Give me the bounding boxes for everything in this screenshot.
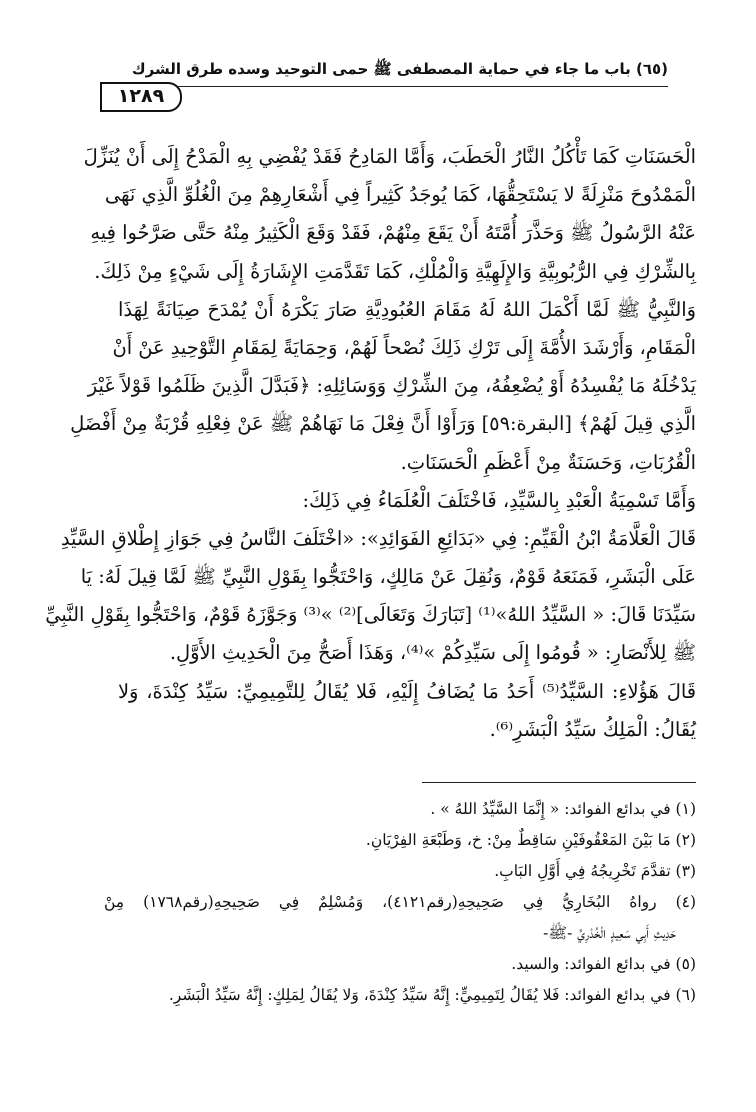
text-line: يَدْخُلَهُ مَا يُفْسِدُهُ أَوْ يُضْعِفُهُ، مِنَ الشِّرْكِ وَوَسَائِلِهِ: ﴿فَبَدَّلَ الَّذِينَ ظَلَمُوا قَوْلاً غَيْرَ	[87, 374, 696, 398]
footnote-separator	[422, 782, 696, 783]
text-line: الَّذِي قِيلَ لَهُمْ﴾ [البقرة:٥٩] وَرَأَوْا أَنَّ فِعْلَ مَا نَهَاهُمْ ﷺ عَنْ فِعْلِهِ قُرْبَةٌ مِنْ أَفْضَلِ	[70, 412, 696, 436]
text-line: بِالشِّرْكِ فِي الرُّبُوبِيَّةِ وَالإِلَهِيَّةِ وَالْمُلْكِ، كَمَا تَقَدَّمَتِ الإِشَارَةُ إِلَى شَيْءٍ مِنْ ذَلِكَ.	[94, 259, 696, 283]
text-line: وَأَمَّا تَسْمِيَةُ الْعَبْدِ بِالسَّيِّدِ، فَاخْتَلَفَ الْعُلَمَاءُ فِي ذَلِكَ:	[302, 488, 696, 512]
chapter-title: (٦٥) باب ما جاء في حماية المصطفى ﷺ حمى التوحيد وسده طرق الشرك	[131, 60, 668, 78]
text-line: قَالَ الْعَلَّامَةُ ابْنُ الْقَيِّمِ: فِي «بَدَائِعِ الفَوَائِدِ»: «اخْتَلَفَ النَّاسُ فِي جَوَازِ إِطْلاقِ السَّيِّدِ	[60, 526, 696, 550]
text-line: الْمَمْدُوحَ مَنْزِلَةً لا يَسْتَحِقُّهَا، كَمَا يُوجَدُ كَثِيراً فِي أَشْعَارِهِمْ مِنَ الْغُلُوِّ الَّذِي نَهَى	[104, 183, 696, 207]
text-line: عَنْهُ الرَّسُولُ ﷺ وَحَذَّرَ أُمَّتَهُ أَنْ يَقَعَ مِنْهُمْ، فَقَدْ وَقَعَ الْكَثِيرُ مِنْهُ حَتَّى صَرَّحُوا فِيهِ	[90, 221, 696, 245]
text-line: وَالنَّبِيُّ ﷺ لَمَّا أَكْمَلَ اللهُ لَهُ مَقَامَ العُبُودِيَّةِ صَارَ يَكْرَهُ أَنْ يُمْدَحَ صِيَانَةً لِهَذَا	[118, 297, 696, 321]
footnote-6: (٦) في بدائع الفوائد: فَلا يُقَالُ لِتَمِيمِيٍّ: إِنَّهُ سَيِّدُ كِنْدَةَ، وَلا يُقَالُ لِمَلِكٍ: إِنَّهُ سَيِّدُ الْبَشَرِ.	[168, 986, 696, 1004]
text-line: قَالَ هَؤُلاءِ: السَّيِّدُ⁽⁵⁾ أَحَدُ مَا يُضَافُ إِلَيْهِ، فَلا يُقَالُ لِلتَّمِيمِيِّ: سَيِّدُ كِنْدَةَ، وَلا	[118, 679, 696, 703]
page-number-badge	[100, 82, 182, 112]
footnote-4: (٤) رواهُ البُخَارِيُّ فِي صَحِيحِهِ(رقم٤١٢١)، وَمُسْلِمٌ فِي صَحِيحِهِ(رقم١٧٦٨) مِنْ	[104, 893, 697, 911]
footnote-3: (٣) تقدَّمَ تَخْرِيجُهُ فِي أَوَّلِ البَابِ.	[494, 862, 696, 880]
footnote-2: (٢) مَا بَيْنَ المَعْقُوفَيْنِ سَاقِطٌ مِنْ: خ، وَطَبْعَةِ الفِرْيَانِ.	[365, 831, 696, 849]
text-line: الْحَسَنَاتِ كَمَا تَأْكُلُ النَّارُ الْحَطَبَ، وَأَمَّا المَادِحُ فَقَدْ يُفْضِي بِهِ الْمَدْحُ إِلَى أَنْ يُنَزِّلَ	[83, 145, 696, 168]
text-line: الْمَقَامِ، وَأَرْشَدَ الأُمَّةَ إِلَى تَرْكِ ذَلِكَ نُصْحاً لَهُمْ، وَحِمَايَةً لِمَقَامِ التَّوْحِيدِ عَنْ أَنْ	[112, 335, 696, 359]
footnote-5: (٥) في بدائع الفوائد: والسيد.	[511, 955, 696, 973]
text-line: يُقَالُ: الْمَلِكُ سَيِّدُ الْبَشَرِ⁽⁶⁾.	[489, 717, 696, 741]
footnotes	[104, 794, 696, 1011]
text-line: سَيِّدَنَا قَالَ: « السَّيِّدُ اللهُ»⁽¹⁾ [تَبَارَكَ وَتَعَالَى]⁽²⁾ »⁽³⁾ وَجَوَّزَهُ قَوْمٌ، وَاحْتَجُّوا بِقَوْلِ النَّبِيِّ	[45, 603, 696, 627]
text-line: الْقُرُبَاتِ، وَحَسَنَةٌ مِنْ أَعْظَمِ الْحَسَنَاتِ.	[400, 450, 696, 474]
footnote-4-continued: حَدِيثِ أَبِي سَعِيدٍ الْخُدْرِيِّ -ﷺ-	[543, 924, 676, 942]
text-line: عَلَى الْبَشَرِ، فَمَنَعَهُ قَوْمٌ، وَنُقِلَ عَنْ مَالِكٍ، وَاحْتَجُّوا بِقَوْلِ النَّبِيِّ ﷺ لَمَّا قِيلَ لَهُ: يَا	[80, 565, 696, 589]
footnote-1: (١) في بدائع الفوائد: « إِنَّمَا السَّيِّدُ اللهُ » .	[430, 800, 696, 818]
header-rule	[100, 86, 668, 87]
main-text	[45, 138, 696, 749]
page-number: ١٢٨٩	[117, 85, 165, 107]
text-line: ﷺ لِلأَنْصَارِ: « قُومُوا إِلَى سَيِّدِكُمْ »⁽⁴⁾، وَهَذَا أَصَحُّ مِنَ الْحَدِيثِ الأَوَّلِ.	[169, 641, 696, 665]
running-header	[100, 58, 668, 110]
